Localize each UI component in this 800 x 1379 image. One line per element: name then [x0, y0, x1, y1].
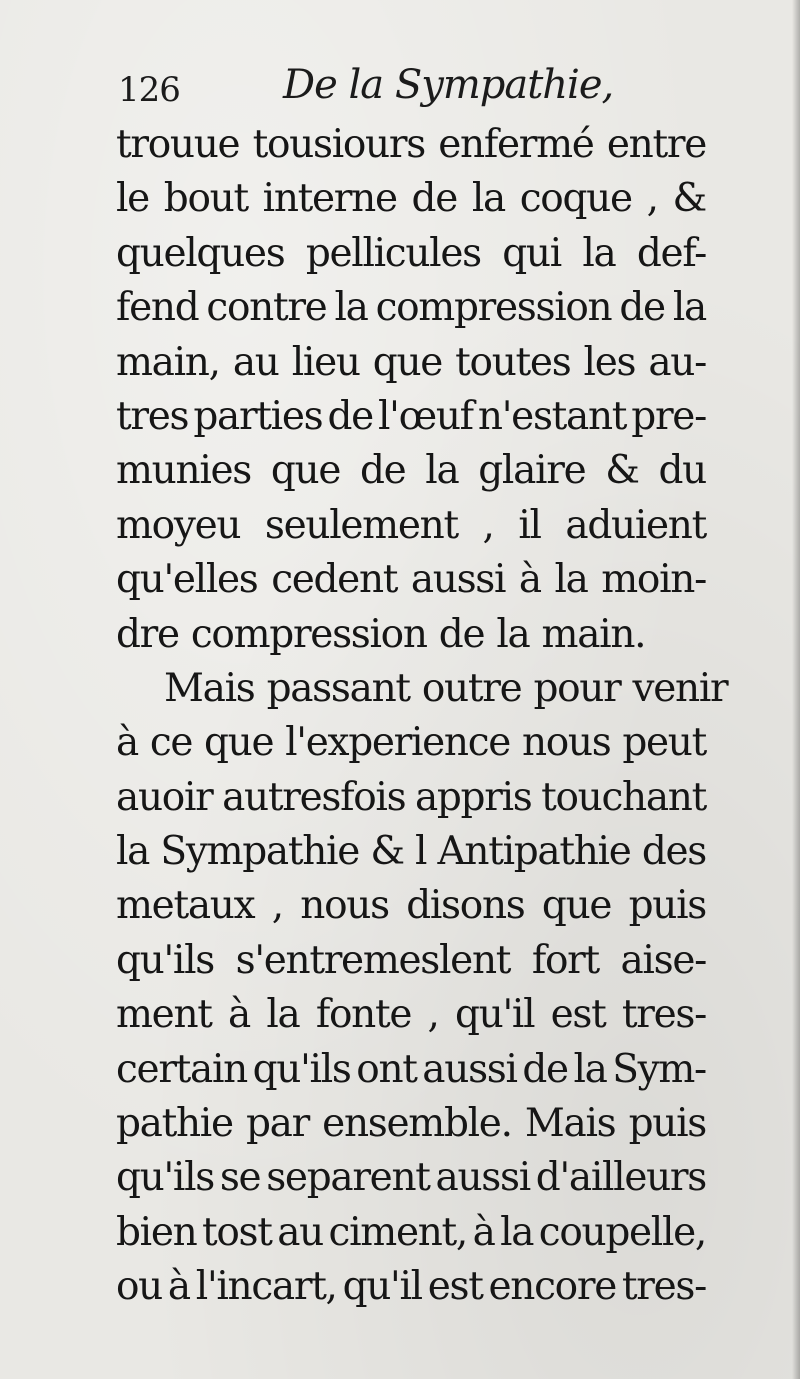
text-line: ou à l'incart, qu'il est encore tres- [116, 1264, 706, 1310]
text-line: main, au lieu que toutes les au- [116, 339, 706, 385]
text-line: bien tost au ciment, à la coupelle, [116, 1209, 706, 1255]
running-title: De la Sympathie, [283, 62, 614, 108]
text-line: fend contre la compression de la [116, 285, 706, 331]
text-line: munies que de la glaire & du [116, 448, 706, 494]
text-line: auoir autresfois appris touchant [116, 774, 706, 820]
text-line: qu'elles cedent aussi à la moin- [116, 557, 706, 603]
text-line: metaux , nous disons que puis [116, 883, 706, 929]
text-line: dre compression de la main. [116, 611, 646, 657]
text-line: quelques pellicules qui la def- [116, 230, 706, 276]
text-line: certain qu'ils ont aussi de la Sym- [116, 1046, 706, 1092]
running-header [118, 62, 718, 112]
text-line: qu'ils se separent aussi d'ailleurs [116, 1155, 706, 1201]
page-edge-shadow [792, 0, 800, 1379]
text-line: moyeu seulement , il aduient [116, 502, 706, 548]
body-text [116, 118, 728, 1315]
text-line: qu'ils s'entremeslent fort aise- [116, 937, 706, 983]
page-number: 126 [118, 70, 180, 110]
text-line: le bout interne de la coque , & [116, 176, 706, 222]
text-line: pathie par ensemble. Mais puis [116, 1101, 706, 1147]
text-line: Mais passant outre pour venir [164, 665, 728, 711]
text-line: ment à la fonte , qu'il est tres- [116, 992, 706, 1038]
text-line: tres parties de l'œuf n'estant pre- [116, 393, 706, 439]
text-line: la Sympathie & l Antipathie des [116, 829, 706, 875]
text-line: trouue tousiours enfermé entre [116, 122, 706, 167]
text-line: à ce que l'experience nous peut [116, 720, 706, 766]
